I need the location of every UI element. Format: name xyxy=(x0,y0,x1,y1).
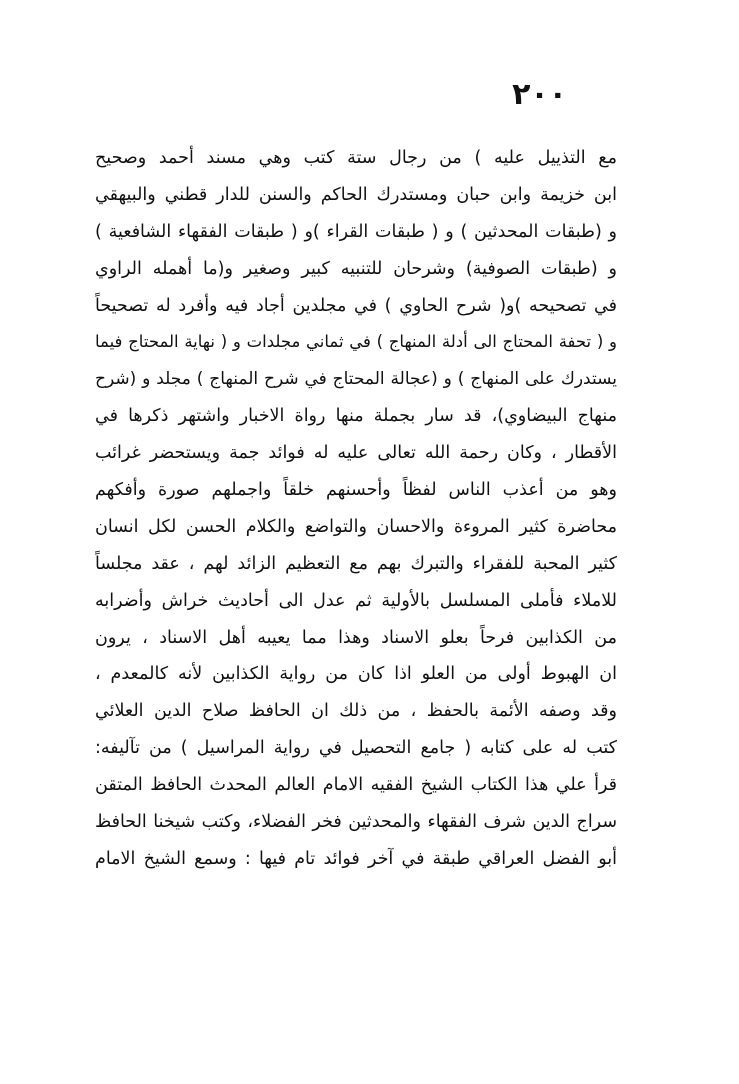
text-line: منهاج البيضاوي)، قد سار بجملة منها رواة الاخبار واشتهر ذكرها في xyxy=(95,406,617,427)
text-line: و ( تحفة المحتاج الى أدلة المنهاج ) في ثماني مجلدات و ( نهاية المحتاج فيما xyxy=(95,332,617,352)
text-line: في تصحيحه )و( شرح الحاوي ) في مجلدين أجاد فيه وأفرد له تصحيحاً xyxy=(95,295,617,316)
text-line: و (طبقات الصوفية) وشرحان للتنبيه كبير وصغير و(ما أهمله الراوي xyxy=(95,258,617,279)
text-line: يستدرك على المنهاج ) و (عجالة المحتاج في شرح المنهاج ) مجلد و (شرح xyxy=(95,369,617,390)
text-line: محاضرة كثير المروءة والاحسان والتواضع والكلام الحسن لكل انسان xyxy=(95,516,617,537)
text-line: كثير المحبة للفقراء والتبرك بهم مع التعظيم الزائد لهم ، عقد مجلساً xyxy=(95,553,617,574)
text-line: سراج الدين شرف الفقهاء والمحدثين فخر الفضلاء، وكتب شيخنا الحافظ xyxy=(95,812,617,833)
text-line: كتب له على كتابه ( جامع التحصيل في رواية المراسيل ) من تآليفه: xyxy=(95,738,617,759)
text-line: ان الهبوط أولى من العلو اذا كان من رواية الكذابين لأنه كالمعدم ، xyxy=(95,664,617,685)
text-line: للاملاء فأملى المسلسل بالأولية ثم عدل الى أحاديث خراش وأضرابه xyxy=(95,590,617,611)
text-line: وقد وصفه الأئمة بالحفظ ، من ذلك ان الحافظ صلاح الدين العلائي xyxy=(95,701,617,722)
text-line: من الكذابين فرحاً بعلو الاسناد وهذا مما يعيبه أهل الاسناد ، يرون xyxy=(95,627,617,648)
text-line: وهو من أعذب الناس لفظاً وأحسنهم خلقاً واجملهم صورة وأفكهم xyxy=(95,480,617,501)
text-line: الأقطار ، وكان رحمة الله تعالى عليه له فوائد جمة ويستحضر غرائب xyxy=(95,443,617,464)
text-line: أبو الفضل العراقي طبقة في آخر فوائد تام فيها : وسمع الشيخ الامام xyxy=(95,848,617,869)
text-line: قرأ علي هذا الكتاب الشيخ الفقيه الامام العالم المحدث الحافظ المتقن xyxy=(95,775,617,796)
text-line: و (طبقات المحدثين ) و ( طبقات القراء )و ( طبقات الفقهاء الشافعية ) xyxy=(95,221,617,242)
text-line: ابن خزيمة وابن حبان ومستدرك الحاكم والسنن للدار قطني والبيهقي xyxy=(95,184,617,205)
text-line: مع التذييل عليه ) من رجال ستة كتب وهي مسند أحمد وصحيح xyxy=(95,148,617,168)
body-text xyxy=(95,140,617,878)
page-number: ٢٠٠ xyxy=(512,77,567,112)
